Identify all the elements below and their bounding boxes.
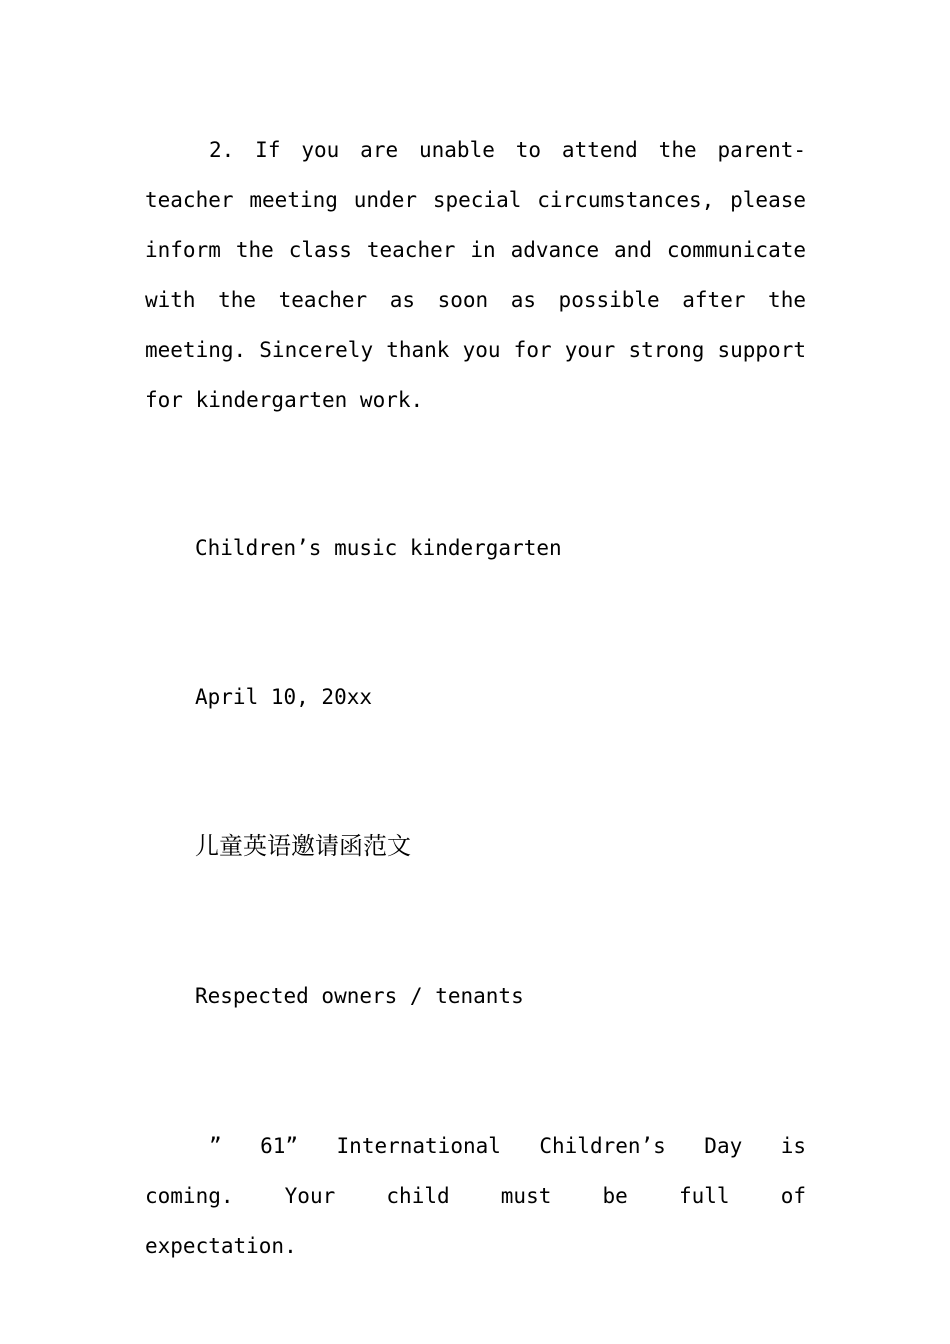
salutation: Respected owners / tenants [195, 984, 524, 1008]
signature-organization: Children’s music kindergarten [195, 536, 562, 560]
intro-paragraph: ” 61” International Children’s Day is coming. Your child must be full of expectation. [145, 1134, 806, 1258]
signature-date: April 10, 20xx [195, 685, 373, 709]
notice-paragraph: 2. If you are unable to attend the parent-teacher meeting under special circumstances, please inform the class teacher in advance and communicate with the teacher as soon as possible after the meeting. Sincerely thank you for your strong support for kindergarten work. [145, 138, 806, 412]
section-title: 儿童英语邀请函范文 [195, 832, 411, 860]
